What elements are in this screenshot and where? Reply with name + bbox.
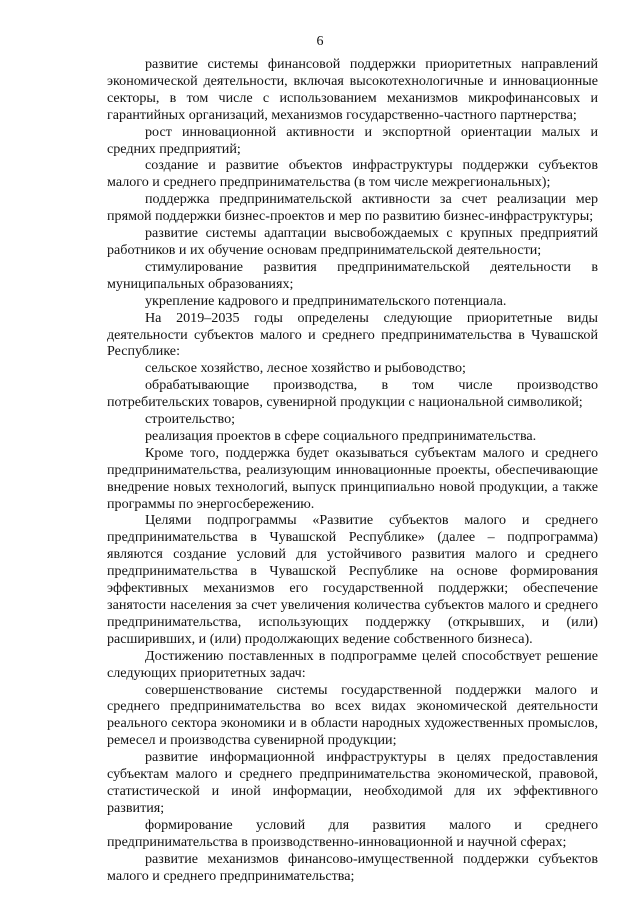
paragraph: обрабатывающие производства, в том числе производство потребительских товаров, сувенирной продукции с национальной символикой; (107, 377, 598, 411)
paragraph: формирование условий для развития малого и среднего предпринимательства в производственно-инновационной и научной сферах; (107, 816, 598, 850)
paragraph: поддержка предпринимательской активности за счет реализации мер прямой поддержки бизнес-проектов и мер по развитию бизнес-инфраструктуры; (107, 191, 598, 225)
paragraph: Кроме того, поддержка будет оказываться субъектам малого и среднего предпринимательства, реализующим инновационные проекты, обеспечивающие внедрение новых технологий, выпуск принципиально новой продукции, а также программы по энергосбережению. (107, 444, 598, 512)
paragraph: развитие информационной инфраструктуры в целях предоставления субъектам малого и среднего предпринимательства экономической, правовой, статистической и иной информации, необходимой для их эффективного развития; (107, 749, 598, 816)
paragraph: стимулирование развития предпринимательской деятельности в муниципальных образованиях; (107, 258, 598, 292)
paragraph: совершенствование системы государственной поддержки малого и среднего предпринимательства во всех видах экономической деятельности реального сектора экономики и в области народных художественных промыслов, ремесел и производства сувенирной продукции; (107, 681, 598, 749)
paragraph: рост инновационной активности и экспортной ориентации малых и средних предприятий; (107, 123, 598, 157)
paragraph: сельское хозяйство, лесное хозяйство и рыбоводство; (145, 360, 466, 377)
paragraph: развитие системы финансовой поддержки приоритетных направлений экономической деятельности, включая высокотехнологичные и инновационные секторы, в том числе с использованием механизмов микрофинансовых и гарантийных организаций, механизмов государственно-частного партнерства; (107, 56, 598, 123)
paragraph: На 2019–2035 годы определены следующие приоритетные виды деятельности субъектов малого и среднего предпринимательства в Чувашской Республике: (107, 309, 598, 360)
paragraph: Достижению поставленных в подпрограмме целей способствует решение следующих приоритетных задач: (107, 647, 598, 681)
page-body (107, 56, 598, 884)
paragraph: строительство; (145, 411, 236, 428)
page-number: 6 (316, 34, 324, 49)
paragraph: Целями подпрограммы «Развитие субъектов малого и среднего предпринимательства в Чувашской Республике» (далее – подпрограмма) являются создание условий для устойчивого развития малого и среднего предпринимательства в Чувашской Республике на основе формирования эффективных механизмов его государственной поддержки; обеспечение занятости населения за счет увеличения количества субъектов малого и среднего предпринимательства, использующих поддержку (открывших, и (или) расширивших, и (или) продолжающих ведение собственного бизнеса). (107, 512, 598, 647)
paragraph: укрепление кадрового и предпринимательского потенциала. (145, 292, 507, 309)
paragraph: создание и развитие объектов инфраструктуры поддержки субъектов малого и среднего предпринимательства (в том числе межрегиональных); (107, 157, 598, 191)
paragraph: реализация проектов в сфере социального предпринимательства. (145, 427, 537, 444)
paragraph: развитие системы адаптации высвобождаемых с крупных предприятий работников и их обучение основам предпринимательской деятельности; (107, 225, 598, 258)
paragraph: развитие механизмов финансово-имущественной поддержки субъектов малого и среднего предпринимательства; (107, 850, 598, 884)
